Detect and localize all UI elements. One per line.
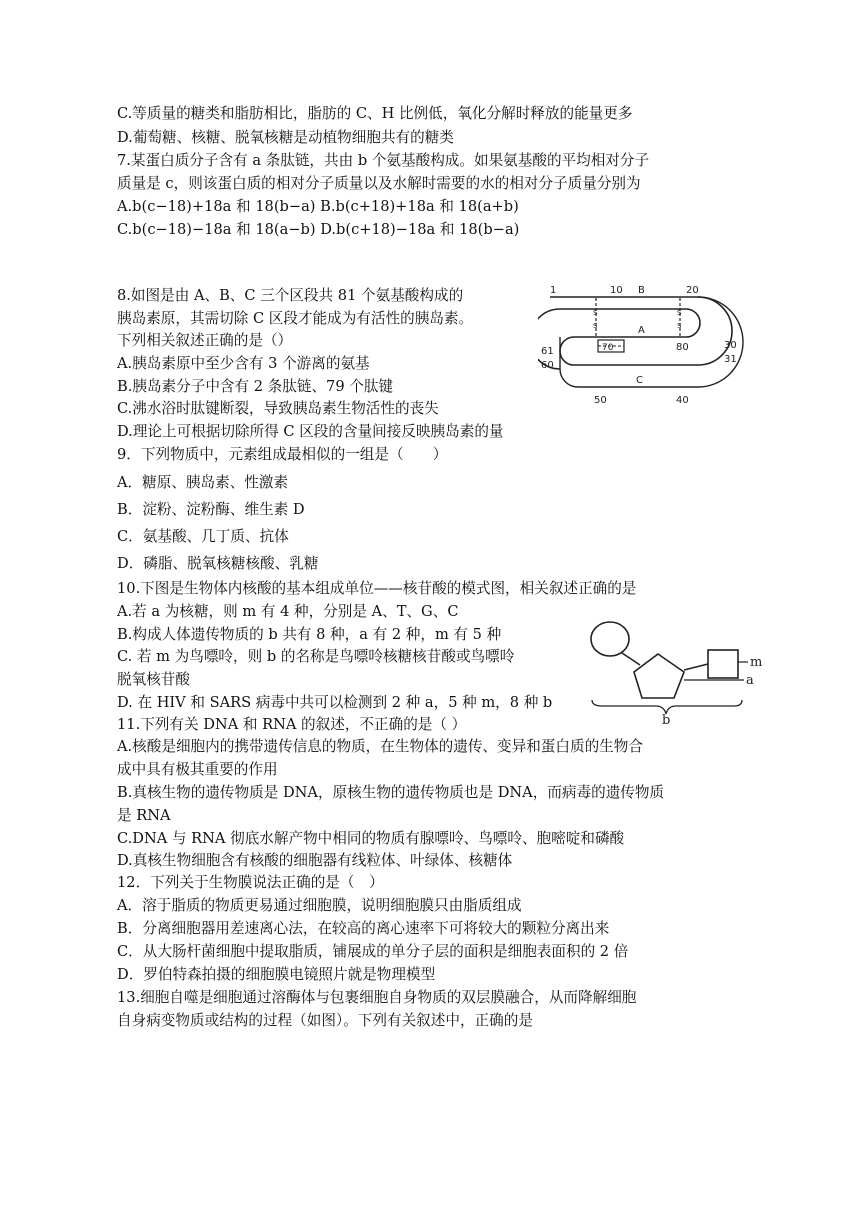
line-08: 胰岛素原，其需切除 C 区段才能成为有活性的胰岛素。 xyxy=(117,310,474,327)
label-10: 10 xyxy=(610,285,623,296)
line-30: C.DNA 与 RNA 彻底水解产物中相同的物质有腺嘌呤、鸟嘌呤、胞嘧啶和磷酸 xyxy=(117,830,625,847)
line-23: 脱氧核苷酸 xyxy=(117,671,190,688)
line-38: 自身病变物质或结构的过程（如图）。下列有关叙述中，正确的是 xyxy=(117,1012,533,1029)
line-32: 12．下列关于生物膜说法正确的是（ ） xyxy=(117,874,384,891)
insulin-precursor-diagram xyxy=(538,280,744,410)
phosphate-circle xyxy=(591,622,629,656)
line-20: A.若 a 为核糖，则 m 有 4 种，分别是 A、T、G、C xyxy=(117,603,459,620)
line-27: 成中具有极其重要的作用 xyxy=(117,761,278,778)
label-B: B xyxy=(638,285,645,296)
line-01: C.等质量的糖类和脂肪相比，脂肪的 C、H 比例低，氧化分解时释放的能量更多 xyxy=(117,105,633,122)
line-24: D. 在 HIV 和 SARS 病毒中共可以检测到 2 种 a，5 种 m，8 种 b xyxy=(117,694,553,711)
label-s2: S xyxy=(593,322,598,330)
label-m: m xyxy=(750,655,763,670)
label-80: 80 xyxy=(676,342,689,353)
label-30: 30 xyxy=(724,340,737,351)
line-33: A．溶于脂质的物质更易通过细胞膜，说明细胞膜只由脂质组成 xyxy=(117,897,522,914)
sugar-base-bond xyxy=(684,664,708,670)
pentose-sugar xyxy=(634,654,684,698)
line-18: D．磷脂、脱氧核糖核酸、乳糖 xyxy=(117,555,319,572)
line-14: 9．下列物质中，元素组成最相似的一组是（ ） xyxy=(117,446,448,463)
line-25: 11.下列有关 DNA 和 RNA 的叙述，不正确的是（ ） xyxy=(117,716,467,733)
line-11: B.胰岛素分子中含有 2 条肽链、79 个肽键 xyxy=(117,378,394,395)
label-s3: S xyxy=(677,309,682,317)
line-17: C．氨基酸、几丁质、抗体 xyxy=(117,528,289,545)
line-16: B．淀粉、淀粉酶、维生素 D xyxy=(117,501,305,518)
label-A: A xyxy=(638,325,645,336)
label-40: 40 xyxy=(676,395,689,406)
line-37: 13.细胞自噬是细胞通过溶酶体与包裹细胞自身物质的双层膜融合，从而降解细胞 xyxy=(117,989,637,1006)
line-36: D．罗伯特森拍摄的细胞膜电镜照片就是物理模型 xyxy=(117,966,436,983)
line-34: B．分离细胞器用差速离心法，在较高的离心速率下可将较大的颗粒分离出来 xyxy=(117,920,610,937)
brace-b xyxy=(592,700,742,714)
label-20: 20 xyxy=(686,285,699,296)
line-09: 下列相关叙述正确的是（） xyxy=(117,332,293,349)
label-C: C xyxy=(636,375,643,386)
label-a: a xyxy=(746,673,754,688)
line-12: C.沸水浴时肽键断裂，导致胰岛素生物活性的丧失 xyxy=(117,400,439,417)
line-04: 质量是 c，则该蛋白质的相对分子质量以及水解时需要的水的相对分子质量分别为 xyxy=(117,175,641,192)
label-31: 31 xyxy=(724,354,737,365)
chain-c-region xyxy=(560,297,743,387)
line-29: 是 RNA xyxy=(117,807,171,824)
label-60: 60 xyxy=(541,360,554,371)
line-05: A.b(c−18)+18a 和 18(b−a) B.b(c+18)+18a 和 18(a+b) xyxy=(117,198,519,215)
nucleotide-diagram xyxy=(588,620,768,724)
line-19: 10.下图是生物体内核酸的基本组成单位——核苷酸的模式图，相关叙述正确的是 xyxy=(117,580,637,597)
line-10: A.胰岛素原中至少含有 3 个游离的氨基 xyxy=(117,355,370,372)
line-35: C．从大肠杆菌细胞中提取脂质，铺展成的单分子层的面积是细胞表面积的 2 倍 xyxy=(117,943,629,960)
label-s4: S xyxy=(677,322,682,330)
line-03: 7.某蛋白质分子含有 a 条肽链，共由 b 个氨基酸构成。如果氨基酸的平均相对分子 xyxy=(117,152,650,169)
line-07: 8.如图是由 A、B、C 三个区段共 81 个氨基酸构成的 xyxy=(117,287,464,304)
line-06: C.b(c−18)−18a 和 18(a−b) D.b(c+18)−18a 和 18(b−a) xyxy=(117,221,520,238)
line-31: D.真核生物细胞含有核酸的细胞器有线粒体、叶绿体、核糖体 xyxy=(117,852,513,869)
line-15: A．糖原、胰岛素、性激素 xyxy=(117,474,289,491)
line-21: B.构成人体遗传物质的 b 共有 8 种，a 有 2 种，m 有 5 种 xyxy=(117,626,502,643)
line-22: C. 若 m 为鸟嘌呤，则 b 的名称是鸟嘌呤核糖核苷酸或鸟嘌呤 xyxy=(117,648,515,665)
label-70: 70 xyxy=(602,343,614,353)
label-50: 50 xyxy=(594,395,607,406)
label-s1: S xyxy=(593,309,598,317)
base-square xyxy=(708,650,738,678)
label-1: 1 xyxy=(550,285,557,296)
line-26: A.核酸是细胞内的携带遗传信息的物质，在生物体的遗传、变异和蛋白质的生物合 xyxy=(117,738,643,755)
line-28: B.真核生物的遗传物质是 DNA，原核生物的遗传物质也是 DNA，而病毒的遗传物质 xyxy=(117,784,665,801)
line-02: D.葡萄糖、核糖、脱氧核糖是动植物细胞共有的糖类 xyxy=(117,129,454,146)
label-b: b xyxy=(662,713,671,724)
label-61: 61 xyxy=(541,346,554,357)
phosphate-sugar-bond xyxy=(622,653,640,665)
line-13: D.理论上可根据切除所得 C 区段的含量间接反映胰岛素的量 xyxy=(117,423,504,440)
